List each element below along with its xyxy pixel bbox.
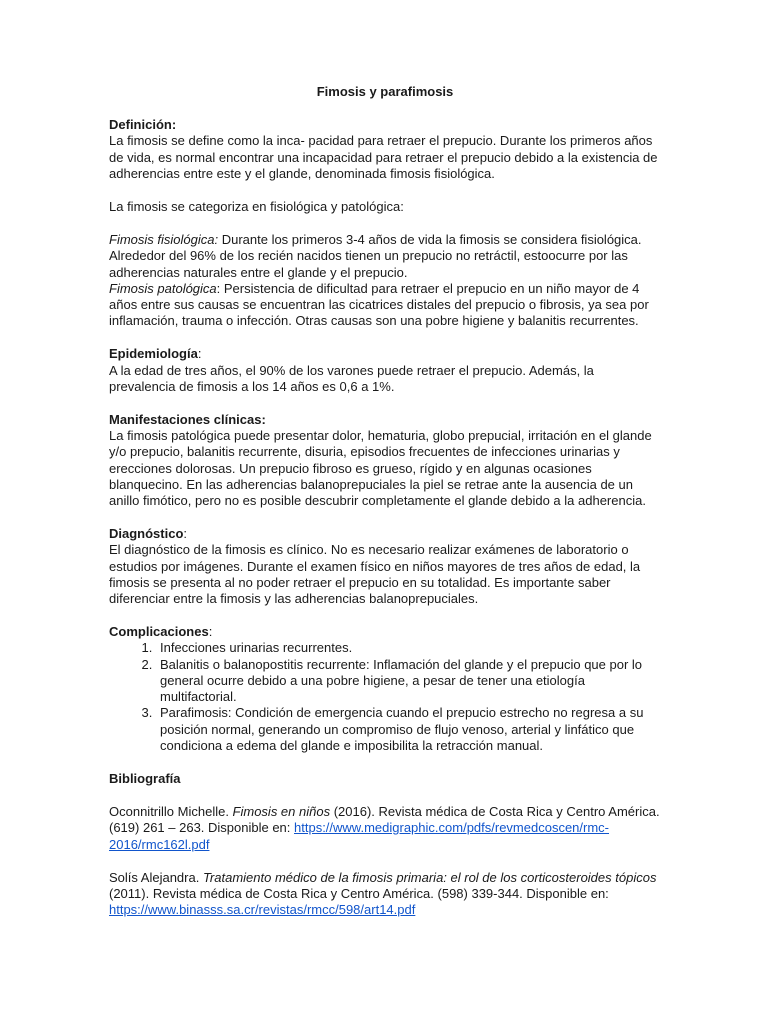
complicaciones-heading: Complicaciones: [109, 624, 209, 640]
bibliografia-heading: Bibliografía: [109, 770, 181, 786]
diagnostico-heading: Diagnóstico: [109, 526, 184, 542]
reference-2-link[interactable]: https://www.binasss.sa.cr/revistas/rmcc/598/art14.pdf: [109, 902, 416, 918]
complicaciones-colon: :: [208, 624, 213, 640]
epidemiologia-heading: Epidemiología: [109, 346, 198, 362]
document-page: [109, 84, 661, 918]
manifestaciones-text: La fimosis patológica puede presentar dolor, hematuria, globo prepucial, irritación en el glande y/o prepucio, balanitis recurrente, disuria, episodios frecuentes de infecciones urinarias y erecciones dolorosas. Un prepucio fibroso es grueso, rígido y en algunas ocasiones blanquecino. En las adherencias balanoprepuciales la piel se retrae ante la ausencia de un anillo fimótico, pero no es posible descubrir completamente el glande debido a la adherencia.: [109, 428, 652, 509]
list-item: 1. Infecciones urinarias recurrentes.: [156, 640, 661, 656]
reference-2-author: Solís Alejandra.: [109, 869, 203, 885]
epidemiologia-colon: :: [197, 346, 202, 362]
patologica-paragraph: [109, 281, 661, 330]
list-item: 3. Parafimosis: Condición de emergencia cuando el prepucio estrecho no regresa a su posición normal, generando un compromiso de flujo venoso, arterial y linfático que condiciona a edema del glande e imposibilita la retracción manual.: [156, 705, 661, 754]
complicaciones-list: [109, 640, 661, 753]
definicion-heading: Definición:: [109, 117, 177, 133]
reference-1-title: Fimosis en niños: [232, 804, 331, 820]
diagnostico-colon: :: [183, 526, 188, 542]
reference-1-author: Oconnitrillo Michelle.: [109, 804, 233, 820]
categoria-text: La fimosis se categoriza en fisiológica y patológica:: [109, 199, 404, 215]
definicion-text: La fimosis se define como la inca- pacidad para retraer el prepucio. Durante los primeros años de vida, es normal encontrar una incapacidad para retraer el prepucio debido a la existencia de adherencias entre este y el glande, denominada fimosis fisiológica.: [109, 133, 658, 181]
diagnostico-text: El diagnóstico de la fimosis es clínico. No es necesario realizar exámenes de laboratorio o estudios por imágenes. Durante el examen físico en niños mayores de tres años de edad, la fimosis se presenta al no poder retraer el prepucio en su totalidad. Es importante saber diferenciar entre la fimosis y las adherencias balanoprepuciales.: [109, 542, 641, 607]
fisiologica-text: Durante los primeros 3-4 años de vida la fimosis se considera fisiológica. Alrededor del 96% de los recién nacidos tienen un prepucio no retráctil, estoocurre por las adherencias naturales entre el glande y el prepucio.: [109, 232, 642, 280]
epidemiologia-text: A la edad de tres años, el 90% de los varones puede retraer el prepucio. Además, la prevalencia de fimosis a los 14 años es 0,6 a 1%.: [109, 362, 594, 394]
epidemiologia-heading-line: [109, 346, 661, 362]
diagnostico-heading-line: [109, 526, 661, 542]
reference-1-details: (2016). Revista médica de Costa Rica y Centro América. (619) 261 – 263. Disponible en:: [109, 804, 660, 836]
fisiologica-paragraph: [109, 232, 661, 281]
document-title: Fimosis y parafimosis: [316, 84, 454, 99]
complicaciones-heading-line: [109, 624, 661, 640]
manifestaciones-heading: Manifestaciones clínicas:: [109, 412, 266, 428]
reference-2: [109, 870, 661, 919]
reference-1: [109, 804, 661, 853]
list-item: 2. Balanitis o balanopostitis recurrente: Inflamación del glande y el prepucio que por lo general ocurre debido a una pobre higiene, a pesar de tener una etiología multifactorial.: [156, 657, 661, 706]
patologica-text: : Persistencia de dificultad para retraer el prepucio en un niño mayor de 4 años entre sus causas se encuentran las cicatrices distales del prepucio o fibrosis, ya sea por inflamación, trauma o infección. Otras causas son una pobre higiene y balanitis recurrentes.: [109, 280, 649, 329]
reference-2-title: Tratamiento médico de la fimosis primaria: el rol de los corticosteroides tópicos: [202, 869, 657, 885]
fisiologica-label: Fimosis fisiológica:: [109, 232, 219, 248]
reference-2-details: (2011). Revista médica de Costa Rica y Centro América. (598) 339-344. Disponible en:: [109, 885, 609, 901]
reference-1-link[interactable]: https://www.medigraphic.com/pdfs/revmedcoscen/rmc-2016/rmc162l.pdf: [109, 820, 610, 852]
patologica-label: Fimosis patológica: [109, 280, 217, 296]
